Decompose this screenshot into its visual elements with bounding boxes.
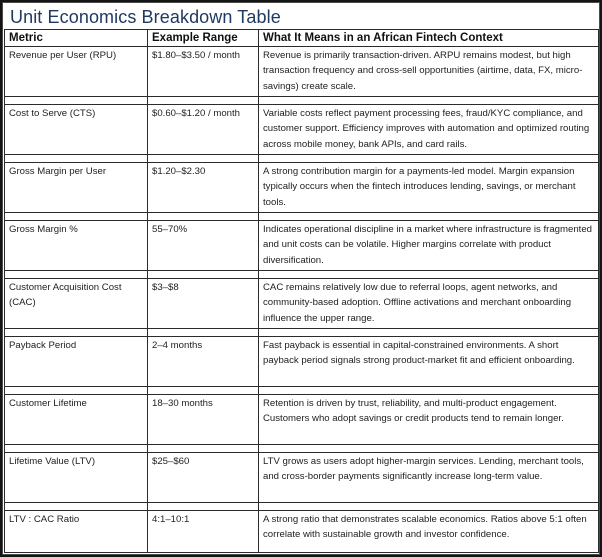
unit-economics-table: [4, 29, 599, 553]
cell-meaning: A strong ratio that demonstrates scalable economics. Ratios above 5:1 often correlate with sustainable growth and investor confidence.: [259, 511, 599, 553]
table-row: [5, 105, 599, 155]
table-row: [5, 163, 599, 213]
table-row: [5, 337, 599, 387]
cell-meaning: A strong contribution margin for a payments-led model. Margin expansion typically occurs when the fintech introduces lending, savings, or merchant tools.: [259, 163, 599, 213]
cell-metric: Revenue per User (RPU): [5, 47, 148, 97]
cell-range: $1.20–$2.30: [148, 163, 259, 213]
cell-metric: LTV : CAC Ratio: [5, 511, 148, 553]
spacer-row: [5, 213, 599, 221]
spacer-row: [5, 387, 599, 395]
header-example-range: Example Range: [148, 30, 259, 47]
cell-metric: Gross Margin %: [5, 221, 148, 271]
table-row: [5, 395, 599, 445]
spacer-row: [5, 445, 599, 453]
spacer-row: [5, 271, 599, 279]
cell-metric: Lifetime Value (LTV): [5, 453, 148, 503]
cell-metric: Gross Margin per User: [5, 163, 148, 213]
cell-meaning: Revenue is primarily transaction-driven. ARPU remains modest, but high transaction frequency and cross-sell opportunities (airtime, data, FX, micro-savings) create scale.: [259, 47, 599, 97]
spacer-row: [5, 329, 599, 337]
cell-range: $0.60–$1.20 / month: [148, 105, 259, 155]
cell-range: $3–$8: [148, 279, 259, 329]
cell-metric: Payback Period: [5, 337, 148, 387]
cell-range: $25–$60: [148, 453, 259, 503]
cell-meaning: CAC remains relatively low due to referral loops, agent networks, and community-based adoption. Offline activations and merchant onboarding influence the upper range.: [259, 279, 599, 329]
cell-meaning: LTV grows as users adopt higher-margin services. Lending, merchant tools, and cross-border payments significantly increase long-term value.: [259, 453, 599, 503]
cell-range: 4:1–10:1: [148, 511, 259, 553]
cell-range: 55–70%: [148, 221, 259, 271]
spacer-row: [5, 155, 599, 163]
table-row: [5, 47, 599, 97]
cell-metric: Customer Acquisition Cost (CAC): [5, 279, 148, 329]
cell-meaning: Retention is driven by trust, reliability, and multi-product engagement. Customers who adopt savings or credit products tend to remain longer.: [259, 395, 599, 445]
cell-meaning: Variable costs reflect payment processing fees, fraud/KYC compliance, and customer support. Efficiency improves with automation and optimized routing across mobile money, bank APIs, and card rails.: [259, 105, 599, 155]
spacer-row: [5, 503, 599, 511]
page-title: Unit Economics Breakdown Table: [10, 7, 281, 27]
cell-meaning: Indicates operational discipline in a market where infrastructure is fragmented and unit costs can be volatile. Higher margins correlate with product diversification.: [259, 221, 599, 271]
cell-metric: Cost to Serve (CTS): [5, 105, 148, 155]
header-meaning: What It Means in an African Fintech Context: [259, 30, 599, 47]
table-header-row: [5, 30, 599, 47]
table-row: [5, 453, 599, 503]
cell-range: 18–30 months: [148, 395, 259, 445]
cell-range: $1.80–$3.50 / month: [148, 47, 259, 97]
cell-range: 2–4 months: [148, 337, 259, 387]
header-metric: Metric: [5, 30, 148, 47]
table-row: [5, 511, 599, 553]
spacer-row: [5, 97, 599, 105]
table-row: [5, 279, 599, 329]
table-row: [5, 221, 599, 271]
cell-metric: Customer Lifetime: [5, 395, 148, 445]
cell-meaning: Fast payback is essential in capital-constrained environments. A short payback period signals strong product-market fit and efficient onboarding.: [259, 337, 599, 387]
